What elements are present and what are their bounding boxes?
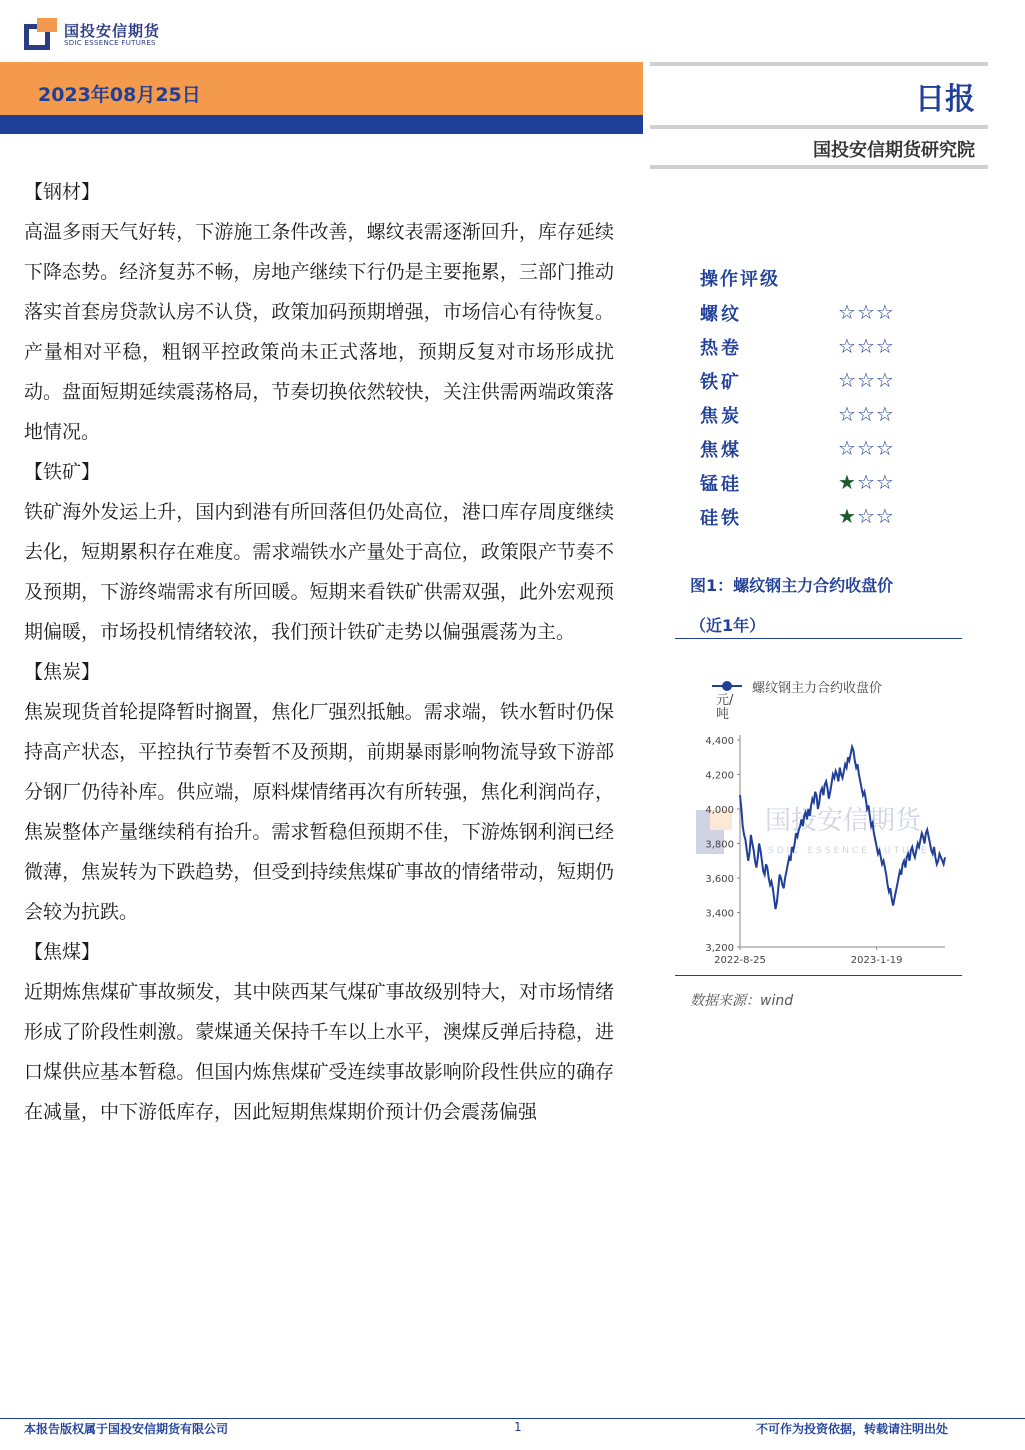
data-source: 数据来源：wind [690, 993, 794, 1009]
logo-text-cn: 国投安信期货 [64, 22, 161, 40]
y-tick-label: 4,000 [705, 805, 734, 816]
rating-name: 螺纹 [700, 304, 742, 325]
y-axis-unit: 元/吨 [716, 693, 734, 722]
section-steel [24, 172, 614, 452]
report-date: 2023年08月25日 [38, 84, 201, 106]
section-paragraph: 铁矿海外发运上升，国内到港有所回落但仍处高位，港口库存周度继续去化，短期累积存在难度。需求端铁水产量处于高位，政策限产节奏不及预期，下游终端需求有所回暖。短期来看铁矿供需双强，此外宏观预期偏暖，市场投机情绪较浓，我们预计铁矿走势以偏强震荡为主。 [24, 501, 614, 643]
company-logo [24, 18, 204, 52]
figure-title-line1: 图1：螺纹钢主力合约收盘价 [690, 576, 894, 595]
section-paragraph: 近期炼焦煤矿事故频发，其中陕西某气煤矿事故级别特大，对市场情绪形成了阶段性刺激。蒙煤通关保持千车以上水平，澳煤反弹后持稳，进口煤供应基本暂稳。但国内炼焦煤矿受连续事故影响阶段性供应的确存在减量，中下游低库存，因此短期焦煤期价预计仍会震荡偏强 [24, 981, 614, 1123]
y-tick-label: 4,200 [705, 770, 734, 782]
rating-name: 铁矿 [700, 372, 742, 393]
rating-name: 硅铁 [700, 508, 742, 529]
rating-stars [838, 334, 895, 358]
star-empty-icon: ☆ [838, 402, 857, 426]
section-iron-ore [24, 452, 614, 652]
figure-divider-bottom [675, 975, 962, 976]
section-heading: 【焦炭】 [24, 661, 101, 683]
star-empty-icon: ☆ [875, 470, 895, 494]
star-empty-icon: ☆ [856, 300, 876, 324]
star-empty-icon: ☆ [856, 504, 876, 528]
x-tick-label: 2022-8-25 [714, 955, 766, 966]
article-body [24, 172, 614, 1132]
legend-line-marker-icon [712, 679, 742, 693]
rating-name: 锰硅 [700, 474, 742, 495]
legend-label: 螺纹钢主力合约收盘价 [752, 681, 883, 696]
star-empty-icon: ☆ [856, 368, 876, 392]
y-tick-label: 4,400 [705, 736, 734, 747]
rating-row [700, 436, 920, 466]
star-empty-icon: ☆ [856, 334, 876, 358]
x-tick-label: 2023-1-19 [850, 955, 903, 966]
price-line-chart [690, 725, 960, 975]
section-paragraph: 高温多雨天气好转，下游施工条件改善，螺纹表需逐渐回升，库存延续下降态势。经济复苏不畅，房地产继续下行仍是主要拖累，三部门推动落实首套房贷款认房不认贷，政策加码预期增强，市场信心有待恢复。产量相对平稳，粗钢平控政策尚未正式落地，预期反复对市场形成扰动。盘面短期延续震荡格局，节奏切换依然较快，关注供需两端政策落地情况。 [24, 221, 614, 443]
header-band-blue [0, 115, 643, 134]
rating-row [700, 334, 920, 364]
rating-stars [838, 436, 895, 460]
rating-stars [838, 504, 895, 528]
footer-copyright: 本报告版权属于国投安信期货有限公司 [24, 1422, 229, 1436]
figure-title-line2: （近1年） [690, 616, 766, 635]
section-coke [24, 652, 614, 932]
section-paragraph: 焦炭现货首轮提降暂时搁置，焦化厂强烈抵触。需求端，铁水暂时仍保持高产状态，平控执行节奏暂不及预期，前期暴雨影响物流导致下游部分钢厂仍待补库。供应端，原料煤情绪再次有所转强，焦化利润尚存，焦炭整体产量继续稍有抬升。需求暂稳但预期不佳，下游炼钢利润已经微薄，焦炭转为下跌趋势，但受到持续焦煤矿事故的情绪带动，短期仍会较为抗跌。 [24, 701, 614, 923]
page-number: 1 [514, 1420, 522, 1434]
star-empty-icon: ☆ [875, 436, 895, 460]
ratings-title: 操作评级 [700, 269, 780, 290]
rating-row [700, 368, 920, 398]
star-empty-icon: ☆ [838, 368, 857, 392]
rating-row [700, 402, 920, 432]
rating-stars [838, 368, 895, 392]
rating-name: 焦炭 [700, 406, 742, 427]
institute-name: 国投安信期货研究院 [813, 140, 975, 161]
star-empty-icon: ☆ [838, 300, 857, 324]
section-heading: 【焦煤】 [24, 941, 101, 963]
figure-title [690, 566, 970, 646]
section-coking-coal [24, 932, 614, 1132]
rating-row [700, 470, 920, 500]
report-type-title: 日报 [915, 82, 975, 117]
star-filled-icon: ★ [838, 504, 857, 528]
rating-row [700, 504, 920, 534]
section-heading: 【钢材】 [24, 181, 101, 203]
star-empty-icon: ☆ [856, 470, 876, 494]
star-empty-icon: ☆ [875, 368, 895, 392]
section-heading: 【铁矿】 [24, 461, 101, 483]
star-empty-icon: ☆ [838, 334, 857, 358]
y-tick-label: 3,600 [705, 874, 734, 885]
star-empty-icon: ☆ [875, 300, 895, 324]
watermark-text-en: SDIC ESSENCE FUTURES [768, 846, 939, 856]
y-tick-label: 3,800 [705, 839, 734, 851]
logo-mark-icon [24, 18, 58, 52]
rating-stars [838, 470, 895, 494]
star-empty-icon: ☆ [856, 436, 876, 460]
header-divider-mid [650, 125, 988, 129]
header-divider-top [650, 62, 988, 66]
star-empty-icon: ☆ [875, 402, 895, 426]
rating-name: 焦煤 [700, 440, 742, 461]
star-filled-icon: ★ [838, 470, 857, 494]
y-tick-label: 3,400 [705, 908, 734, 920]
header-divider-bottom [650, 165, 988, 169]
star-empty-icon: ☆ [856, 402, 876, 426]
rating-stars [838, 402, 895, 426]
footer-divider [0, 1418, 1025, 1419]
logo-text-en: SDIC ESSENCE FUTURES [64, 39, 156, 47]
y-tick-label: 3,200 [705, 943, 734, 954]
figure-divider-top [675, 638, 962, 639]
rating-name: 热卷 [700, 338, 742, 359]
rating-row [700, 300, 920, 330]
rating-stars [838, 300, 895, 324]
star-empty-icon: ☆ [838, 436, 857, 460]
watermark-text: 国投安信期货 [765, 806, 922, 836]
footer-disclaimer: 不可作为投资依据，转载请注明出处 [756, 1422, 949, 1436]
star-empty-icon: ☆ [875, 334, 895, 358]
star-empty-icon: ☆ [875, 504, 895, 528]
